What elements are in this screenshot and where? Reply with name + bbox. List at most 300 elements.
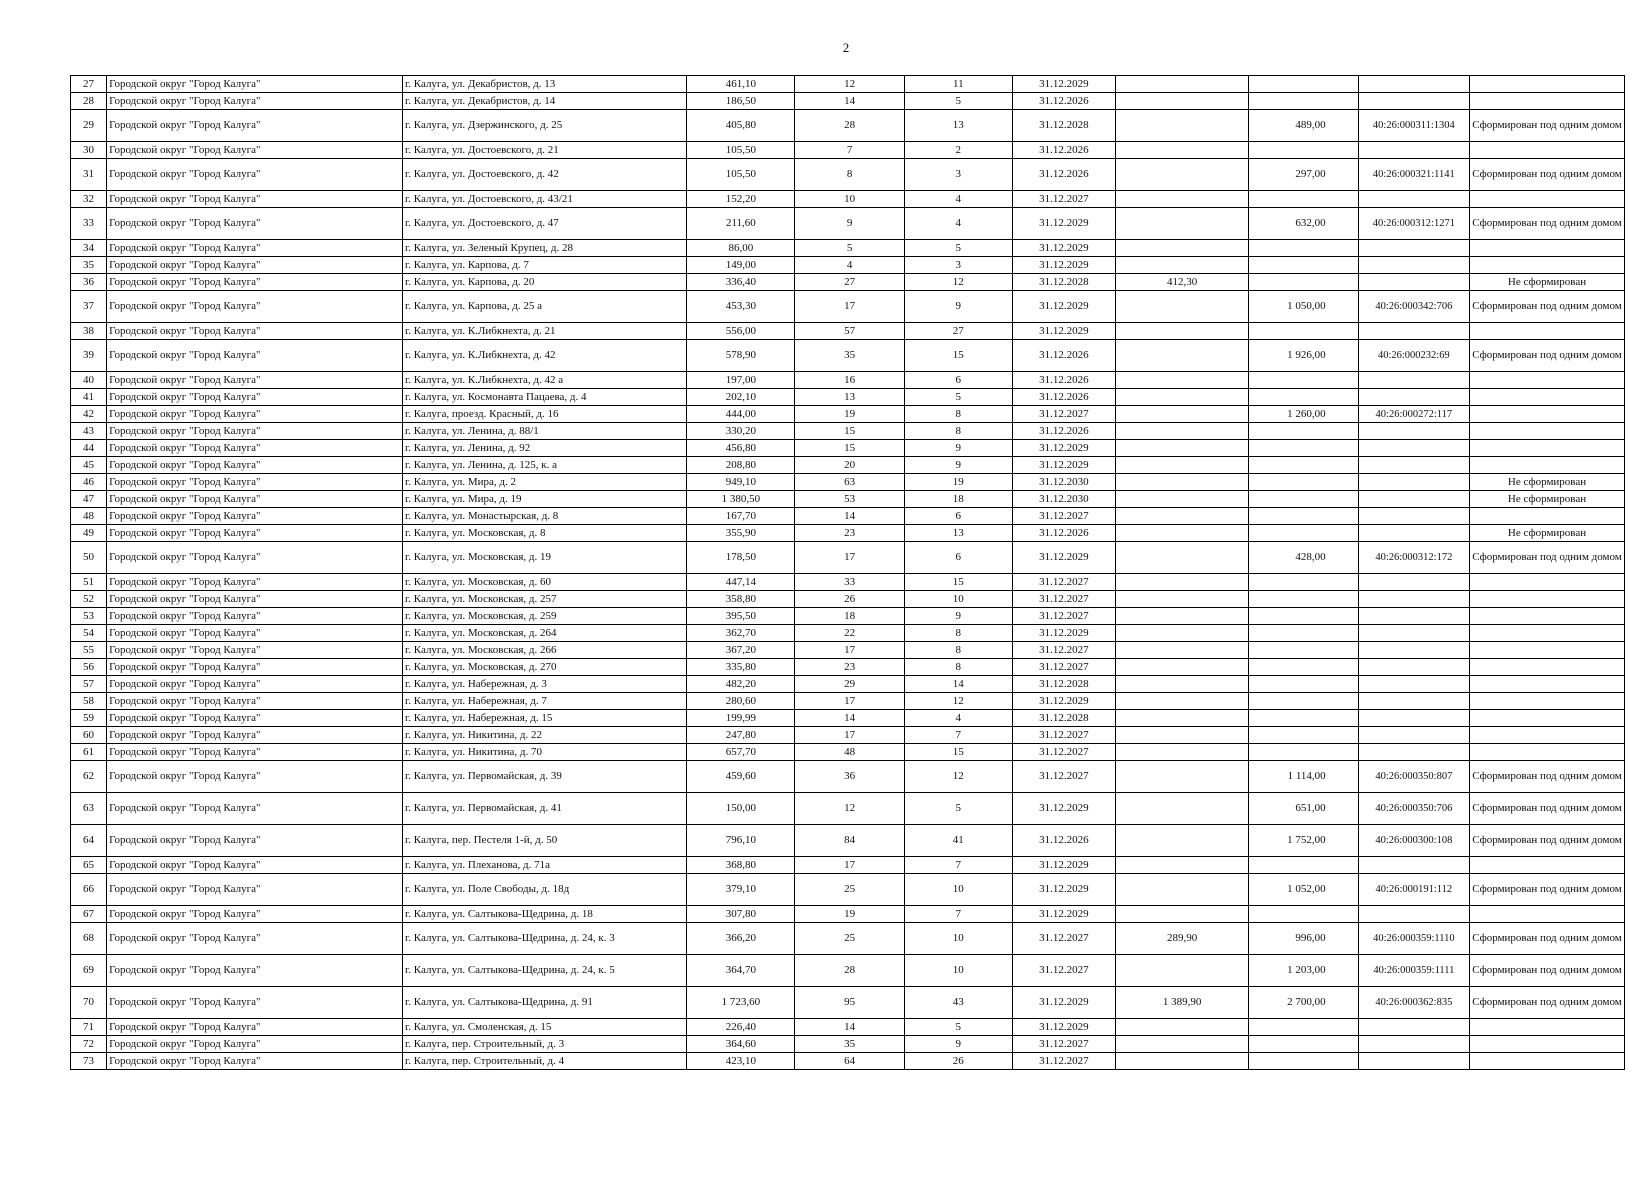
table-row	[71, 142, 1625, 159]
row-number-cell: 43	[71, 423, 107, 440]
area-cell	[1115, 1053, 1249, 1070]
residents-count-cell: 15	[795, 440, 904, 457]
apartments-count-cell: 5	[904, 93, 1012, 110]
residents-count-cell: 28	[795, 955, 904, 987]
table-row	[71, 440, 1625, 457]
residents-count-cell: 17	[795, 857, 904, 874]
row-number-cell: 49	[71, 525, 107, 542]
cadastral-number-cell	[1358, 608, 1469, 625]
area-cell	[1115, 793, 1249, 825]
table-row	[71, 744, 1625, 761]
municipality-cell: Городской округ "Город Калуга"	[107, 1053, 403, 1070]
apartments-count-cell: 9	[904, 1036, 1012, 1053]
land-plot-area-cell: 651,00	[1249, 793, 1358, 825]
area-cell	[1115, 389, 1249, 406]
land-status-cell	[1470, 857, 1625, 874]
land-status-cell	[1470, 142, 1625, 159]
deadline-date-cell: 31.12.2027	[1012, 744, 1115, 761]
total-area-cell: 461,10	[687, 76, 795, 93]
residents-count-cell: 25	[795, 874, 904, 906]
municipality-cell: Городской округ "Город Калуга"	[107, 676, 403, 693]
table-row	[71, 761, 1625, 793]
municipality-cell: Городской округ "Город Калуга"	[107, 727, 403, 744]
address-cell: г. Калуга, ул. Первомайская, д. 39	[403, 761, 687, 793]
apartments-count-cell: 9	[904, 457, 1012, 474]
total-area-cell: 280,60	[687, 693, 795, 710]
area-cell	[1115, 955, 1249, 987]
apartments-count-cell: 43	[904, 987, 1012, 1019]
table-row	[71, 608, 1625, 625]
table-row	[71, 159, 1625, 191]
address-cell: г. Калуга, ул. Космонавта Пацаева, д. 4	[403, 389, 687, 406]
total-area-cell: 105,50	[687, 159, 795, 191]
total-area-cell: 197,00	[687, 372, 795, 389]
total-area-cell: 459,60	[687, 761, 795, 793]
land-status-cell: Сформирован под одним домом	[1470, 159, 1625, 191]
residents-count-cell: 14	[795, 93, 904, 110]
row-number-cell: 35	[71, 257, 107, 274]
table-row	[71, 542, 1625, 574]
municipality-cell: Городской округ "Город Калуга"	[107, 825, 403, 857]
table-row	[71, 274, 1625, 291]
address-cell: г. Калуга, ул. Салтыкова-Щедрина, д. 18	[403, 906, 687, 923]
address-cell: г. Калуга, ул. Декабристов, д. 13	[403, 76, 687, 93]
deadline-date-cell: 31.12.2029	[1012, 240, 1115, 257]
land-plot-area-cell	[1249, 440, 1358, 457]
apartments-count-cell: 4	[904, 191, 1012, 208]
land-status-cell	[1470, 1036, 1625, 1053]
total-area-cell: 86,00	[687, 240, 795, 257]
row-number-cell: 54	[71, 625, 107, 642]
municipality-cell: Городской округ "Город Калуга"	[107, 257, 403, 274]
cadastral-number-cell: 40:26:000312:172	[1358, 542, 1469, 574]
area-cell	[1115, 110, 1249, 142]
area-cell	[1115, 591, 1249, 608]
total-area-cell: 186,50	[687, 93, 795, 110]
municipality-cell: Городской округ "Город Калуга"	[107, 457, 403, 474]
cadastral-number-cell: 40:26:000321:1141	[1358, 159, 1469, 191]
land-status-cell	[1470, 1019, 1625, 1036]
apartments-count-cell: 10	[904, 874, 1012, 906]
cadastral-number-cell	[1358, 257, 1469, 274]
address-cell: г. Калуга, ул. Достоевского, д. 47	[403, 208, 687, 240]
land-plot-area-cell	[1249, 76, 1358, 93]
row-number-cell: 37	[71, 291, 107, 323]
deadline-date-cell: 31.12.2027	[1012, 574, 1115, 591]
land-status-cell: Сформирован под одним домом	[1470, 208, 1625, 240]
deadline-date-cell: 31.12.2027	[1012, 191, 1115, 208]
total-area-cell: 178,50	[687, 542, 795, 574]
apartments-count-cell: 10	[904, 923, 1012, 955]
area-cell	[1115, 710, 1249, 727]
row-number-cell: 40	[71, 372, 107, 389]
cadastral-number-cell	[1358, 323, 1469, 340]
cadastral-number-cell	[1358, 76, 1469, 93]
total-area-cell: 453,30	[687, 291, 795, 323]
land-status-cell	[1470, 389, 1625, 406]
cadastral-number-cell: 40:26:000359:1110	[1358, 923, 1469, 955]
apartments-count-cell: 3	[904, 257, 1012, 274]
row-number-cell: 27	[71, 76, 107, 93]
land-status-cell: Не сформирован	[1470, 491, 1625, 508]
table-row	[71, 625, 1625, 642]
table-row	[71, 508, 1625, 525]
deadline-date-cell: 31.12.2027	[1012, 761, 1115, 793]
residents-count-cell: 57	[795, 323, 904, 340]
area-cell: 289,90	[1115, 923, 1249, 955]
row-number-cell: 61	[71, 744, 107, 761]
land-plot-area-cell	[1249, 508, 1358, 525]
land-status-cell: Сформирован под одним домом	[1470, 955, 1625, 987]
cadastral-number-cell: 40:26:000312:1271	[1358, 208, 1469, 240]
deadline-date-cell: 31.12.2026	[1012, 159, 1115, 191]
row-number-cell: 64	[71, 825, 107, 857]
address-cell: г. Калуга, ул. Плеханова, д. 71а	[403, 857, 687, 874]
land-plot-area-cell	[1249, 423, 1358, 440]
municipality-cell: Городской округ "Город Калуга"	[107, 874, 403, 906]
municipality-cell: Городской округ "Город Калуга"	[107, 761, 403, 793]
cadastral-number-cell	[1358, 710, 1469, 727]
deadline-date-cell: 31.12.2027	[1012, 727, 1115, 744]
total-area-cell: 149,00	[687, 257, 795, 274]
area-cell	[1115, 191, 1249, 208]
municipality-cell: Городской округ "Город Калуга"	[107, 625, 403, 642]
residents-count-cell: 17	[795, 291, 904, 323]
apartments-count-cell: 9	[904, 608, 1012, 625]
municipality-cell: Городской округ "Город Калуга"	[107, 659, 403, 676]
land-plot-area-cell: 1 050,00	[1249, 291, 1358, 323]
deadline-date-cell: 31.12.2029	[1012, 857, 1115, 874]
address-cell: г. Калуга, ул. Достоевского, д. 42	[403, 159, 687, 191]
municipality-cell: Городской округ "Город Калуга"	[107, 693, 403, 710]
cadastral-number-cell: 40:26:000359:1111	[1358, 955, 1469, 987]
apartments-count-cell: 7	[904, 906, 1012, 923]
area-cell	[1115, 440, 1249, 457]
total-area-cell: 150,00	[687, 793, 795, 825]
area-cell	[1115, 642, 1249, 659]
land-plot-area-cell	[1249, 491, 1358, 508]
cadastral-number-cell	[1358, 508, 1469, 525]
apartments-count-cell: 5	[904, 793, 1012, 825]
residents-count-cell: 13	[795, 389, 904, 406]
table-row	[71, 76, 1625, 93]
municipality-cell: Городской округ "Город Калуга"	[107, 508, 403, 525]
cadastral-number-cell	[1358, 591, 1469, 608]
table-row	[71, 1019, 1625, 1036]
total-area-cell: 367,20	[687, 642, 795, 659]
total-area-cell: 364,70	[687, 955, 795, 987]
total-area-cell: 366,20	[687, 923, 795, 955]
table-row	[71, 955, 1625, 987]
row-number-cell: 48	[71, 508, 107, 525]
deadline-date-cell: 31.12.2029	[1012, 76, 1115, 93]
land-plot-area-cell	[1249, 642, 1358, 659]
cadastral-number-cell: 40:26:000191:112	[1358, 874, 1469, 906]
table-row	[71, 727, 1625, 744]
table-row	[71, 257, 1625, 274]
apartments-count-cell: 26	[904, 1053, 1012, 1070]
row-number-cell: 32	[71, 191, 107, 208]
land-plot-area-cell	[1249, 389, 1358, 406]
row-number-cell: 45	[71, 457, 107, 474]
municipality-cell: Городской округ "Город Калуга"	[107, 291, 403, 323]
total-area-cell: 1 723,60	[687, 987, 795, 1019]
row-number-cell: 56	[71, 659, 107, 676]
municipality-cell: Городской округ "Город Калуга"	[107, 1036, 403, 1053]
deadline-date-cell: 31.12.2028	[1012, 110, 1115, 142]
municipality-cell: Городской округ "Город Калуга"	[107, 76, 403, 93]
residents-count-cell: 25	[795, 923, 904, 955]
apartments-count-cell: 8	[904, 659, 1012, 676]
cadastral-number-cell	[1358, 659, 1469, 676]
apartments-count-cell: 12	[904, 274, 1012, 291]
residents-count-cell: 27	[795, 274, 904, 291]
row-number-cell: 41	[71, 389, 107, 406]
municipality-cell: Городской округ "Город Калуга"	[107, 491, 403, 508]
cadastral-number-cell	[1358, 1019, 1469, 1036]
land-status-cell	[1470, 744, 1625, 761]
residents-count-cell: 17	[795, 693, 904, 710]
residents-count-cell: 23	[795, 525, 904, 542]
total-area-cell: 1 380,50	[687, 491, 795, 508]
address-cell: г. Калуга, ул. Московская, д. 270	[403, 659, 687, 676]
land-status-cell: Сформирован под одним домом	[1470, 761, 1625, 793]
land-status-cell	[1470, 508, 1625, 525]
deadline-date-cell: 31.12.2027	[1012, 642, 1115, 659]
address-cell: г. Калуга, ул. Никитина, д. 22	[403, 727, 687, 744]
table-row	[71, 110, 1625, 142]
row-number-cell: 69	[71, 955, 107, 987]
land-plot-area-cell: 1 203,00	[1249, 955, 1358, 987]
deadline-date-cell: 31.12.2029	[1012, 1019, 1115, 1036]
apartments-count-cell: 6	[904, 372, 1012, 389]
deadline-date-cell: 31.12.2028	[1012, 676, 1115, 693]
total-area-cell: 949,10	[687, 474, 795, 491]
deadline-date-cell: 31.12.2026	[1012, 825, 1115, 857]
residents-count-cell: 12	[795, 76, 904, 93]
cadastral-number-cell: 40:26:000232:69	[1358, 340, 1469, 372]
land-status-cell	[1470, 642, 1625, 659]
deadline-date-cell: 31.12.2029	[1012, 542, 1115, 574]
land-status-cell: Сформирован под одним домом	[1470, 291, 1625, 323]
land-plot-area-cell	[1249, 906, 1358, 923]
apartments-count-cell: 41	[904, 825, 1012, 857]
apartments-count-cell: 9	[904, 440, 1012, 457]
residents-count-cell: 23	[795, 659, 904, 676]
area-cell	[1115, 340, 1249, 372]
deadline-date-cell: 31.12.2026	[1012, 525, 1115, 542]
apartments-count-cell: 13	[904, 110, 1012, 142]
area-cell	[1115, 159, 1249, 191]
table-row	[71, 825, 1625, 857]
total-area-cell: 368,80	[687, 857, 795, 874]
residents-count-cell: 4	[795, 257, 904, 274]
area-cell	[1115, 323, 1249, 340]
residents-count-cell: 48	[795, 744, 904, 761]
municipality-cell: Городской округ "Город Калуга"	[107, 744, 403, 761]
land-plot-area-cell: 1 926,00	[1249, 340, 1358, 372]
total-area-cell: 226,40	[687, 1019, 795, 1036]
apartments-count-cell: 4	[904, 710, 1012, 727]
address-cell: г. Калуга, ул. Салтыкова-Щедрина, д. 91	[403, 987, 687, 1019]
area-cell	[1115, 727, 1249, 744]
address-cell: г. Калуга, ул. Московская, д. 19	[403, 542, 687, 574]
land-status-cell	[1470, 727, 1625, 744]
deadline-date-cell: 31.12.2026	[1012, 389, 1115, 406]
land-plot-area-cell	[1249, 659, 1358, 676]
total-area-cell: 105,50	[687, 142, 795, 159]
apartments-count-cell: 5	[904, 389, 1012, 406]
table-row	[71, 1036, 1625, 1053]
cadastral-number-cell: 40:26:000362:835	[1358, 987, 1469, 1019]
land-plot-area-cell	[1249, 323, 1358, 340]
cadastral-number-cell	[1358, 744, 1469, 761]
address-cell: г. Калуга, ул. Московская, д. 266	[403, 642, 687, 659]
cadastral-number-cell: 40:26:000342:706	[1358, 291, 1469, 323]
area-cell	[1115, 423, 1249, 440]
total-area-cell: 556,00	[687, 323, 795, 340]
row-number-cell: 44	[71, 440, 107, 457]
row-number-cell: 66	[71, 874, 107, 906]
land-status-cell	[1470, 406, 1625, 423]
table-row	[71, 372, 1625, 389]
apartments-count-cell: 27	[904, 323, 1012, 340]
deadline-date-cell: 31.12.2029	[1012, 625, 1115, 642]
row-number-cell: 62	[71, 761, 107, 793]
cadastral-number-cell	[1358, 191, 1469, 208]
row-number-cell: 50	[71, 542, 107, 574]
municipality-cell: Городской округ "Город Калуга"	[107, 642, 403, 659]
total-area-cell: 152,20	[687, 191, 795, 208]
municipality-cell: Городской округ "Город Калуга"	[107, 93, 403, 110]
row-number-cell: 46	[71, 474, 107, 491]
residents-count-cell: 17	[795, 542, 904, 574]
apartments-count-cell: 15	[904, 574, 1012, 591]
address-cell: г. Калуга, ул. Достоевского, д. 43/21	[403, 191, 687, 208]
deadline-date-cell: 31.12.2027	[1012, 659, 1115, 676]
land-plot-area-cell	[1249, 744, 1358, 761]
table-body	[71, 76, 1625, 1070]
residents-count-cell: 36	[795, 761, 904, 793]
total-area-cell: 330,20	[687, 423, 795, 440]
address-cell: г. Калуга, ул. Набережная, д. 7	[403, 693, 687, 710]
land-plot-area-cell: 489,00	[1249, 110, 1358, 142]
area-cell: 1 389,90	[1115, 987, 1249, 1019]
land-status-cell	[1470, 591, 1625, 608]
land-plot-area-cell: 1 752,00	[1249, 825, 1358, 857]
residents-count-cell: 95	[795, 987, 904, 1019]
row-number-cell: 65	[71, 857, 107, 874]
area-cell	[1115, 372, 1249, 389]
land-status-cell	[1470, 240, 1625, 257]
area-cell	[1115, 693, 1249, 710]
cadastral-number-cell	[1358, 491, 1469, 508]
municipality-cell: Городской округ "Город Калуга"	[107, 474, 403, 491]
apartments-count-cell: 15	[904, 340, 1012, 372]
table-row	[71, 591, 1625, 608]
apartments-count-cell: 6	[904, 542, 1012, 574]
address-cell: г. Калуга, ул. К.Либкнехта, д. 42	[403, 340, 687, 372]
land-status-cell: Не сформирован	[1470, 274, 1625, 291]
address-cell: г. Калуга, ул. Ленина, д. 92	[403, 440, 687, 457]
land-status-cell	[1470, 76, 1625, 93]
total-area-cell: 364,60	[687, 1036, 795, 1053]
address-cell: г. Калуга, пер. Строительный, д. 3	[403, 1036, 687, 1053]
row-number-cell: 63	[71, 793, 107, 825]
address-cell: г. Калуга, ул. Мира, д. 2	[403, 474, 687, 491]
deadline-date-cell: 31.12.2027	[1012, 1036, 1115, 1053]
apartments-count-cell: 7	[904, 857, 1012, 874]
apartments-count-cell: 12	[904, 761, 1012, 793]
table-row	[71, 93, 1625, 110]
address-cell: г. Калуга, ул. Ленина, д. 88/1	[403, 423, 687, 440]
land-plot-area-cell	[1249, 457, 1358, 474]
municipality-cell: Городской округ "Город Калуга"	[107, 525, 403, 542]
address-cell: г. Калуга, ул. Первомайская, д. 41	[403, 793, 687, 825]
row-number-cell: 71	[71, 1019, 107, 1036]
land-status-cell: Не сформирован	[1470, 474, 1625, 491]
land-status-cell: Сформирован под одним домом	[1470, 340, 1625, 372]
land-plot-area-cell	[1249, 257, 1358, 274]
address-cell: г. Калуга, ул. Московская, д. 8	[403, 525, 687, 542]
deadline-date-cell: 31.12.2026	[1012, 372, 1115, 389]
table-row	[71, 291, 1625, 323]
cadastral-number-cell	[1358, 457, 1469, 474]
total-area-cell: 447,14	[687, 574, 795, 591]
deadline-date-cell: 31.12.2028	[1012, 710, 1115, 727]
municipality-cell: Городской округ "Город Калуга"	[107, 423, 403, 440]
area-cell	[1115, 457, 1249, 474]
residents-count-cell: 64	[795, 1053, 904, 1070]
total-area-cell: 199,99	[687, 710, 795, 727]
land-status-cell: Сформирован под одним домом	[1470, 874, 1625, 906]
land-plot-area-cell: 428,00	[1249, 542, 1358, 574]
apartments-count-cell: 18	[904, 491, 1012, 508]
total-area-cell: 482,20	[687, 676, 795, 693]
table-row	[71, 693, 1625, 710]
apartments-count-cell: 9	[904, 291, 1012, 323]
residents-count-cell: 12	[795, 793, 904, 825]
residents-count-cell: 33	[795, 574, 904, 591]
residents-count-cell: 19	[795, 906, 904, 923]
cadastral-number-cell: 40:26:000300:108	[1358, 825, 1469, 857]
residents-count-cell: 35	[795, 1036, 904, 1053]
municipality-cell: Городской округ "Город Калуга"	[107, 793, 403, 825]
total-area-cell: 657,70	[687, 744, 795, 761]
cadastral-number-cell	[1358, 240, 1469, 257]
row-number-cell: 30	[71, 142, 107, 159]
land-status-cell	[1470, 457, 1625, 474]
land-plot-area-cell	[1249, 574, 1358, 591]
table-row	[71, 676, 1625, 693]
residents-count-cell: 29	[795, 676, 904, 693]
land-status-cell	[1470, 440, 1625, 457]
area-cell	[1115, 208, 1249, 240]
row-number-cell: 33	[71, 208, 107, 240]
area-cell	[1115, 874, 1249, 906]
table-row	[71, 987, 1625, 1019]
cadastral-number-cell	[1358, 372, 1469, 389]
table-row	[71, 857, 1625, 874]
deadline-date-cell: 31.12.2029	[1012, 906, 1115, 923]
row-number-cell: 58	[71, 693, 107, 710]
area-cell	[1115, 906, 1249, 923]
cadastral-number-cell	[1358, 625, 1469, 642]
area-cell	[1115, 744, 1249, 761]
cadastral-number-cell	[1358, 642, 1469, 659]
apartments-count-cell: 5	[904, 240, 1012, 257]
table-row	[71, 906, 1625, 923]
